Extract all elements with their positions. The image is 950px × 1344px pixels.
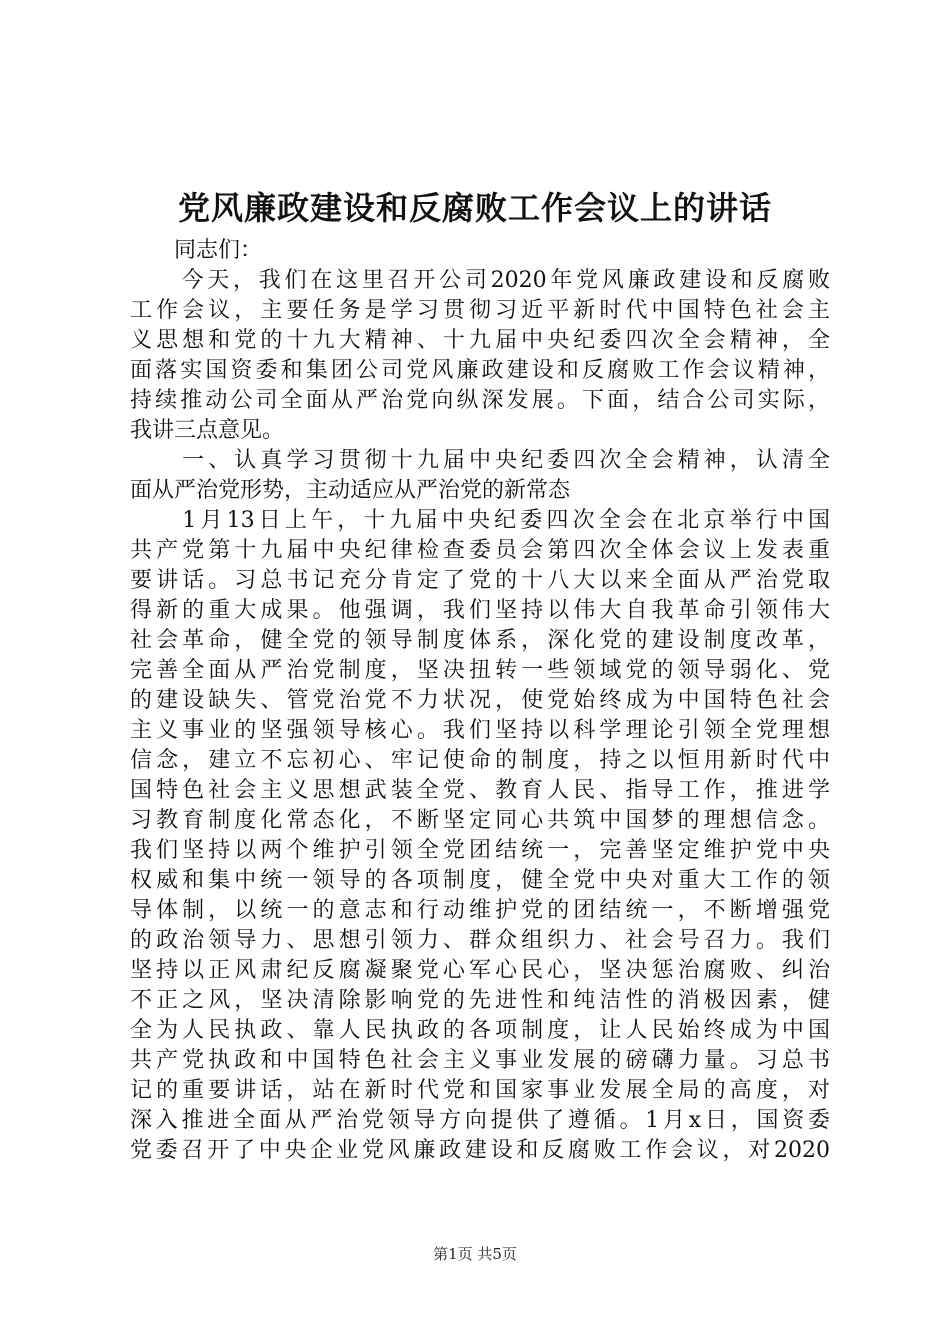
body-line: 导体制，以统一的意志和行动维护党的团结统一，不断增强党 [130,898,830,923]
body-line: 社会革命，健全党的领导制度体系，深化党的建设制度改革， [130,628,830,653]
body-line: 持续推动公司全面从严治党向纵深发展。下面，结合公司实际， [130,388,830,413]
body-line: 党委召开了中央企业党风廉政建设和反腐败工作会议，对2020 [130,1138,830,1163]
body-line: 今天，我们在这里召开公司2020年党风廉政建设和反腐败 [130,268,830,293]
body-line: 坚持以正风肃纪反腐凝聚党心军心民心，坚决惩治腐败、纠治 [130,958,830,983]
body-line: 义思想和党的十九大精神、十九届中央纪委四次全会精神，全 [130,328,830,353]
body-line: 国特色社会主义思想武装全党、教育人民、指导工作，推进学 [130,778,830,803]
body-line: 习教育制度化常态化，不断坚定同心共筑中国梦的理想信念。 [130,808,830,833]
body-line: 完善全面从严治党制度，坚决扭转一些领域党的领导弱化、党 [130,658,830,683]
body-line: 主义事业的坚强领导核心。我们坚持以科学理论引领全党理想 [130,718,830,743]
document-title: 党风廉政建设和反腐败工作会议上的讲话 [177,189,772,227]
document-body [130,236,830,1166]
body-line: 不正之风，坚决清除影响党的先进性和纯洁性的消极因素，健 [130,988,830,1013]
body-line: 共产党第十九届中央纪律检查委员会第四次全体会议上发表重 [130,538,830,563]
body-line: 要讲话。习总书记充分肯定了党的十八大以来全面从严治党取 [130,568,830,593]
body-line: 的建设缺失、管党治党不力状况，使党始终成为中国特色社会 [130,688,830,713]
body-line: 信念，建立不忘初心、牢记使命的制度，持之以恒用新时代中 [130,748,830,773]
body-line: 1月13日上午，十九届中央纪委四次全会在北京举行中国 [130,508,830,533]
body-line: 面从严治党形势，主动适应从严治党的新常态 [130,478,571,503]
body-line: 同志们： [130,238,263,263]
body-line: 深入推进全面从严治党领导方向提供了遵循。1月x日，国资委 [130,1108,830,1133]
body-line: 我讲三点意见。 [130,418,285,443]
body-line: 的政治领导力、思想引领力、群众组织力、社会号召力。我们 [130,928,830,953]
body-line: 面落实国资委和集团公司党风廉政建设和反腐败工作会议精神， [130,358,830,383]
body-line: 记的重要讲话，站在新时代党和国家事业发展全局的高度，对 [130,1078,830,1103]
body-line: 一、认真学习贯彻十九届中央纪委四次全会精神，认清全 [130,448,830,473]
body-line: 共产党执政和中国特色社会主义事业发展的磅礴力量。习总书 [130,1048,830,1073]
body-line: 我们坚持以两个维护引领全党团结统一，完善坚定维护党中央 [130,838,830,863]
body-line: 得新的重大成果。他强调，我们坚持以伟大自我革命引领伟大 [130,598,830,623]
body-line: 全为人民执政、靠人民执政的各项制度，让人民始终成为中国 [130,1018,830,1043]
body-line: 权威和集中统一领导的各项制度，健全党中央对重大工作的领 [130,868,830,893]
page-number-footer: 第1页 共5页 [433,1245,517,1263]
body-line: 工作会议，主要任务是学习贯彻习近平新时代中国特色社会主 [130,298,830,323]
